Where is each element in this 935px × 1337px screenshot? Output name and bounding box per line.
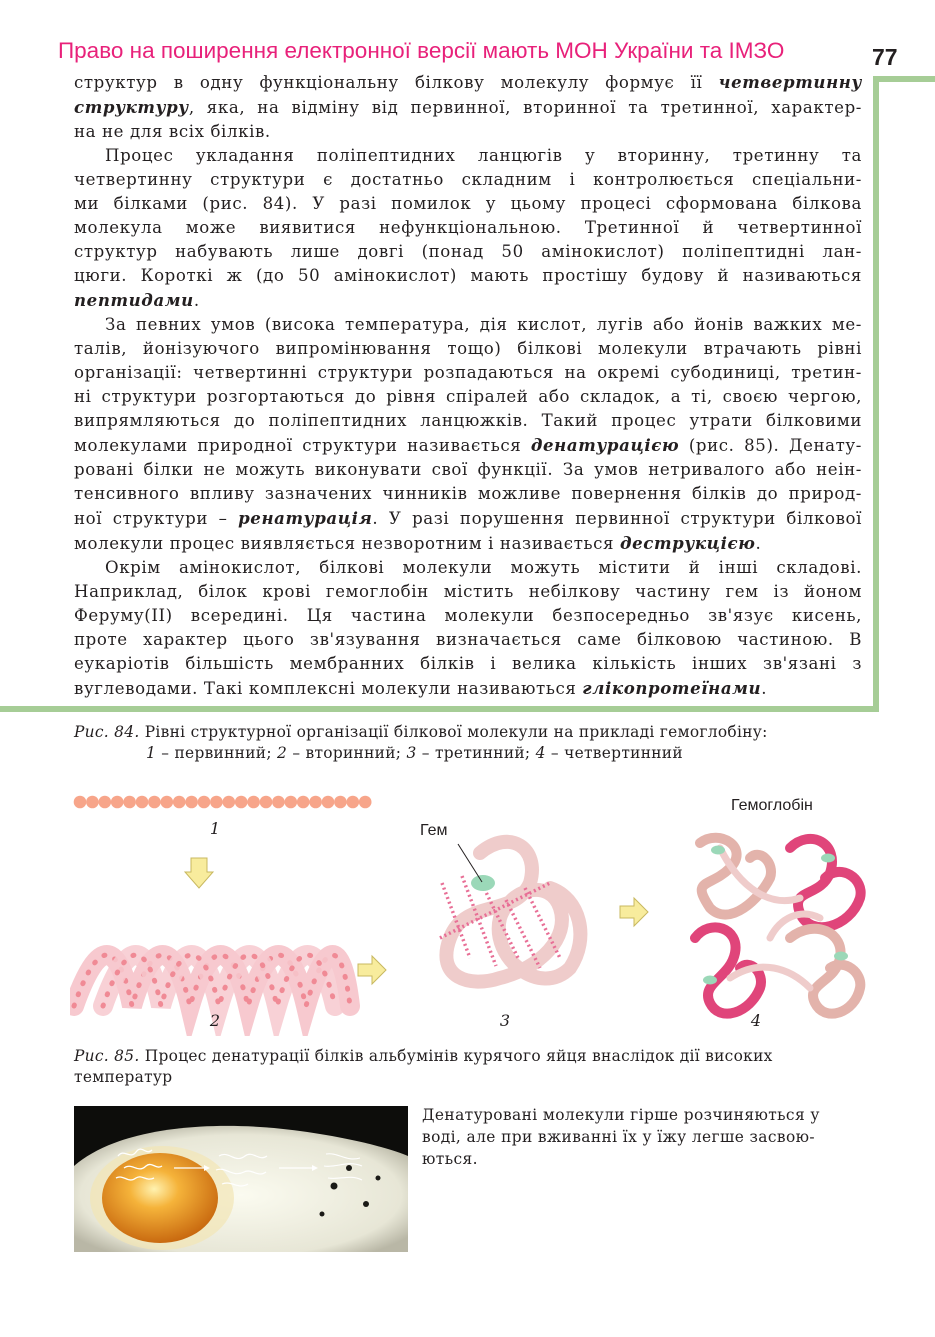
arrow-right-icon (620, 898, 648, 926)
figure-85-side-note (422, 1104, 847, 1170)
amino-acid-bead (260, 796, 273, 809)
key-term: денатурацією (530, 435, 680, 455)
amino-acid-bead (198, 796, 211, 809)
amino-acid-bead (309, 796, 322, 809)
legend-text: – четвертинний (545, 744, 683, 762)
text-segment: цюги. Короткі ж (до 50 амінокислот) мають простішу будову й називаються (74, 266, 862, 285)
main-text (74, 70, 862, 701)
text-segment: Феруму(ІІ) всередині. Ця частина молекули безпосередньо зв'язує кисень, (74, 606, 862, 625)
key-term: четвертинну (718, 72, 862, 92)
amino-acid-bead (173, 796, 186, 809)
amino-acid-bead (185, 796, 198, 809)
text-segment: ної структури – (74, 509, 239, 528)
text-line (74, 168, 862, 192)
text-line (74, 652, 862, 676)
text-segment: ми білками (рис. 84). У разі помилок у цьому процесі сформована білкова (74, 194, 862, 213)
paragraph-quaternary-structure (74, 70, 862, 144)
level-1-label: 1 (209, 819, 221, 838)
text-segment: талів, йонізуючого випромінювання тощо) білкові молекули втрачають рівні (74, 339, 862, 358)
text-line (74, 580, 862, 604)
text-line (74, 409, 862, 433)
amino-acid-bead (74, 796, 87, 809)
key-term: структуру (74, 97, 189, 117)
primary-structure-beads (74, 796, 372, 809)
text-segment: (рис. 85). Денату- (679, 436, 862, 455)
text-segment: . (755, 534, 762, 553)
amino-acid-bead (123, 796, 136, 809)
amino-acid-bead (161, 796, 174, 809)
legend-number: 1 (146, 744, 157, 762)
figure-84-label: Рис. 84. (74, 723, 140, 741)
arrow-down-icon (185, 858, 213, 888)
text-line (74, 240, 862, 264)
frame-line-right (873, 76, 879, 712)
text-line (74, 192, 862, 216)
text-segment: тенсивного впливу зазначених чинників можливе повернення білків до природ- (74, 484, 862, 503)
amino-acid-bead (111, 796, 124, 809)
text-line (74, 604, 862, 628)
side-note-line: ються. (422, 1150, 478, 1168)
side-note-line: Денатуровані молекули гірше розчиняються у (422, 1106, 820, 1124)
amino-acid-bead (247, 796, 260, 809)
text-segment: організації: четвертинні структури розпадаються на окремі субодиниці, третин- (74, 363, 862, 382)
text-segment: структур набувають лише довгі (понад 50 амінокислот) поліпептидні лан- (74, 242, 862, 261)
key-term: ренатурація (238, 508, 373, 528)
tertiary-structure-coil (440, 842, 580, 982)
copyright-watermark: Право на поширення електронної версії мають МОН України та ІМЗО (58, 38, 785, 63)
text-segment: четвертинну структури є достатньо складним і контролюється спеціальни- (74, 170, 862, 189)
figure-84-caption (74, 722, 768, 764)
text-line (74, 313, 862, 337)
quaternary-structure-hemoglobin (695, 838, 861, 1014)
text-line (74, 120, 862, 144)
text-segment: ні структури розгортаються до рівня спіралей або складок, а ті, своєю чергою, (74, 387, 862, 406)
amino-acid-bead (223, 796, 236, 809)
frame-line-top (873, 76, 935, 82)
page-number: 77 (872, 44, 898, 70)
text-segment: молекулами природної структури називається (74, 436, 531, 455)
amino-acid-bead (235, 796, 248, 809)
text-segment: випрямляються до поліпептидних ланцюжків. Такий процес утрати білковими (74, 411, 862, 430)
amino-acid-bead (334, 796, 347, 809)
heme-label: Гем (420, 822, 448, 839)
paragraph-glycoproteins (74, 556, 862, 701)
key-term: пептидами (74, 290, 194, 310)
amino-acid-bead (359, 796, 372, 809)
side-note-line: воді, але при вживанні їх у їжу легше засвою- (422, 1128, 816, 1146)
figure-84-caption-text: Рівні структурної організації білкової молекули на прикладі гемоглобіну: (139, 723, 768, 741)
text-line (74, 95, 862, 120)
text-line (74, 506, 862, 531)
amino-acid-bead (347, 796, 360, 809)
text-line (74, 288, 862, 313)
text-line (74, 264, 862, 288)
key-term: деструкцією (619, 533, 756, 553)
hemoglobin-label: Гемоглобін (731, 797, 813, 814)
text-segment: За певних умов (висока температура, дія кислот, лугів або йонів важких ме- (105, 315, 862, 334)
secondary-structure-helix (74, 955, 350, 1006)
text-segment: Процес укладання поліпептидних ланцюгів у вторинну, третинну та (105, 146, 862, 165)
fried-egg-photo (74, 1106, 408, 1252)
text-line (74, 361, 862, 385)
figure-85-caption (74, 1046, 773, 1088)
amino-acid-bead (86, 796, 99, 809)
legend-number: 4 (535, 744, 546, 762)
frame-line-bottom (0, 706, 879, 712)
text-line (74, 385, 862, 409)
level-3-label: 3 (499, 1011, 511, 1030)
amino-acid-bead (148, 796, 161, 809)
protein-structure-levels-figure (70, 788, 870, 1036)
text-line (74, 628, 862, 652)
text-line (74, 216, 862, 240)
arrow-right-icon (358, 956, 386, 984)
key-term: глікопротеїнами (582, 678, 762, 698)
amino-acid-bead (322, 796, 335, 809)
text-line (74, 556, 862, 580)
text-line (74, 482, 862, 506)
figure-85-caption-continuation: температур (74, 1068, 173, 1086)
figure-85-label: Рис. 85. (74, 1047, 140, 1065)
text-line (74, 531, 862, 556)
text-line (74, 676, 862, 701)
text-segment: молекула може виявитися нефункціональною. Третинної й четвертинної (74, 218, 862, 237)
text-segment: Окрім амінокислот, білкові молекули можуть містити й інші складові. (105, 558, 862, 577)
text-segment: структур в одну функціональну білкову молекулу формує її (74, 73, 719, 92)
text-segment: вуглеводами. Такі комплексні молекули називаються (74, 679, 583, 698)
text-segment: . У разі порушення первинної структури білкової (372, 509, 863, 528)
text-line (74, 144, 862, 168)
paragraph-folding-process (74, 144, 862, 313)
text-segment: . (761, 679, 768, 698)
amino-acid-bead (285, 796, 298, 809)
amino-acid-bead (136, 796, 149, 809)
legend-number: 2 (277, 744, 288, 762)
legend-text: – первинний; (156, 744, 278, 762)
figure-85-caption-text: Процес денатурації білків альбумінів курячого яйця внаслідок дії високих (139, 1047, 773, 1065)
figure-84-legend (74, 743, 768, 764)
text-segment: , яка, на відміну від первинної, вторинної та третинної, характер- (188, 98, 862, 117)
text-line (74, 337, 862, 361)
text-line (74, 70, 862, 95)
paragraph-denaturation (74, 313, 862, 556)
level-4-label: 4 (750, 1011, 762, 1030)
legend-text: – третинний; (416, 744, 536, 762)
text-segment: Наприклад, білок крові гемоглобін містить небілкову частину гем із йоном (74, 582, 862, 601)
level-2-label: 2 (209, 1011, 221, 1030)
text-segment: . (193, 291, 200, 310)
amino-acid-bead (297, 796, 310, 809)
text-segment: проте характер цього зв'язування визначається саме білковою частиною. В (74, 630, 862, 649)
text-line (74, 458, 862, 482)
amino-acid-bead (99, 796, 112, 809)
legend-text: – вторинний; (287, 744, 407, 762)
amino-acid-bead (210, 796, 223, 809)
legend-number: 3 (406, 744, 417, 762)
text-segment: ровані білки не можуть виконувати свої функції. За умов нетривалого або неін- (74, 460, 862, 479)
text-segment: молекули процес виявляється незворотним і називається (74, 534, 620, 553)
text-segment: на не для всіх білків. (74, 122, 271, 141)
text-line (74, 433, 862, 458)
amino-acid-bead (272, 796, 285, 809)
text-segment: еукаріотів більшість мембранних білків і велика кількість інших зв'язані з (74, 654, 862, 673)
